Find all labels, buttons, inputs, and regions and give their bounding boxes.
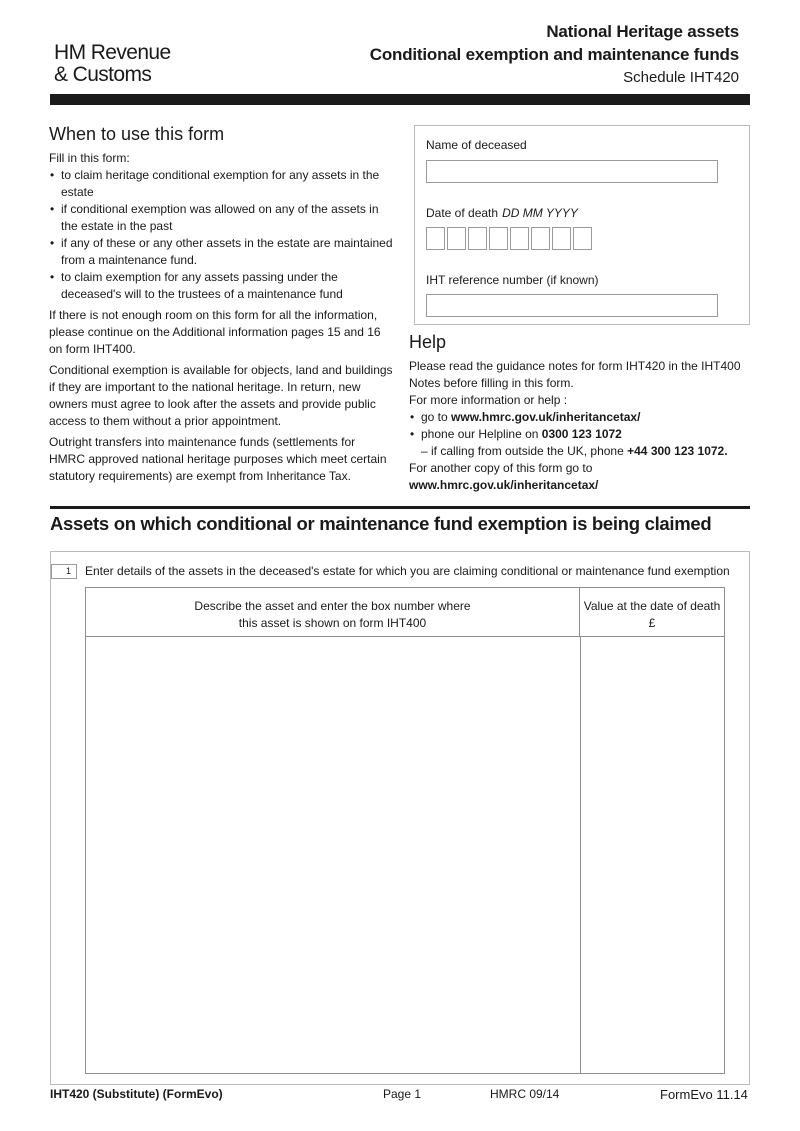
assets-section-title: Assets on which conditional or maintenance fund exemption is being claimed (50, 513, 712, 534)
logo-line-2: & Customs (54, 63, 152, 86)
maintenance-fund-note: Outright transfers into maintenance funds (settlements for HMRC approved national heritage purposes which meet certain statutory requirements) are exempt from Inheritance Tax. (49, 435, 387, 483)
when-to-use-section (49, 122, 394, 489)
value-input-area[interactable] (581, 637, 724, 1073)
value-header-line-1: Value at the date of death (583, 599, 721, 613)
form-title-block (370, 20, 739, 89)
assets-table (85, 587, 725, 1074)
list-item (409, 409, 754, 426)
help-website-link[interactable]: www.hmrc.gov.uk/inheritancetax/ (451, 410, 641, 424)
form-copy-link[interactable] (409, 477, 754, 494)
date-digit-box[interactable] (552, 227, 571, 250)
value-column-header (580, 588, 724, 637)
description-column-header (86, 588, 580, 637)
footer-page-number: Page 1 (383, 1087, 422, 1101)
help-section (409, 330, 754, 494)
form-title-line-2: Conditional exemption and maintenance funds (369, 45, 739, 64)
question-number: 1 (51, 564, 77, 579)
list-item: • if any of these or any other assets in the estate are maintained from a maintenance fund. (49, 235, 394, 269)
date-digit-box[interactable] (531, 227, 550, 250)
footer-form-id: IHT420 (Substitute) (FormEvo) (50, 1087, 223, 1101)
name-of-deceased-label: Name of deceased (426, 138, 527, 152)
help-guidance-text: Please read the guidance notes for form IHT420 in the IHT400 Notes before filling in this form. (409, 359, 741, 390)
footer-formevo: FormEvo 11.14 (660, 1087, 748, 1102)
date-digit-box[interactable] (447, 227, 466, 250)
date-digit-box[interactable] (489, 227, 508, 250)
overseas-phone-number: +44 300 123 1072. (627, 444, 728, 458)
overseas-phone-line (409, 443, 754, 460)
help-more-info-text: For more information or help : (409, 393, 568, 407)
when-to-use-intro: Fill in this form: (49, 151, 130, 165)
date-of-death-field[interactable] (426, 227, 594, 250)
form-copy-link-text[interactable]: www.hmrc.gov.uk/inheritancetax/ (409, 478, 599, 492)
when-to-use-heading: When to use this form (49, 124, 225, 144)
logo-line-1: HM Revenue (54, 41, 171, 64)
list-item: • to claim heritage conditional exemption for any assets in the estate (49, 167, 394, 201)
date-of-death-label-text: Date of death (426, 206, 499, 220)
help-list (409, 409, 754, 443)
description-header-line-1: Describe the asset and enter the box number where (194, 599, 471, 613)
date-of-death-label (426, 206, 578, 220)
date-digit-box[interactable] (510, 227, 529, 250)
header-rule (50, 94, 750, 105)
conditional-exemption-note: Conditional exemption is available for objects, land and buildings if they are important to the national heritage. In return, new owners must agree to look after the assets and provide public access to them without a prior appointment. (49, 363, 393, 428)
iht-reference-label: IHT reference number (if known) (426, 273, 599, 287)
footer-version: HMRC 09/14 (490, 1087, 560, 1101)
overflow-note: If there is not enough room on this form for all the information, please continue on the Additional information pages 15 and 16 on form IHT400. (49, 308, 381, 356)
hmrc-logo (54, 42, 171, 86)
overseas-phone-prefix: – if calling from outside the UK, phone (421, 444, 628, 458)
deceased-details-box (414, 125, 750, 325)
value-header-line-2: £ (648, 616, 656, 630)
list-item: • if conditional exemption was allowed on any of the assets in the estate in the past (49, 201, 394, 235)
form-title-line-1: National Heritage assets (546, 22, 739, 41)
help-phone-prefix: phone our Helpline on (421, 427, 542, 441)
helpline-number: 0300 123 1072 (541, 427, 622, 441)
section-rule (50, 506, 750, 509)
question-text: Enter details of the assets in the deceased's estate for which you are claiming conditional or maintenance fund exemption (85, 564, 730, 578)
date-digit-box[interactable] (468, 227, 487, 250)
date-digit-box[interactable] (426, 227, 445, 250)
iht-reference-field[interactable] (426, 294, 718, 317)
help-heading: Help (409, 332, 447, 352)
date-format-hint: DD MM YYYY (502, 206, 578, 220)
form-copy-text: For another copy of this form go to (409, 461, 593, 475)
help-website-prefix: go to (421, 410, 452, 424)
description-header-line-2: this asset is shown on form IHT400 (238, 616, 427, 630)
assets-box (50, 551, 750, 1085)
list-item (409, 426, 754, 443)
date-digit-box[interactable] (573, 227, 592, 250)
list-item: • to claim exemption for any assets passing under the deceased's will to the trustees of a maintenance fund (49, 269, 394, 303)
when-to-use-list (49, 167, 394, 303)
description-input-area[interactable] (86, 637, 580, 1073)
schedule-label: Schedule IHT420 (623, 69, 739, 86)
name-of-deceased-field[interactable] (426, 160, 718, 183)
